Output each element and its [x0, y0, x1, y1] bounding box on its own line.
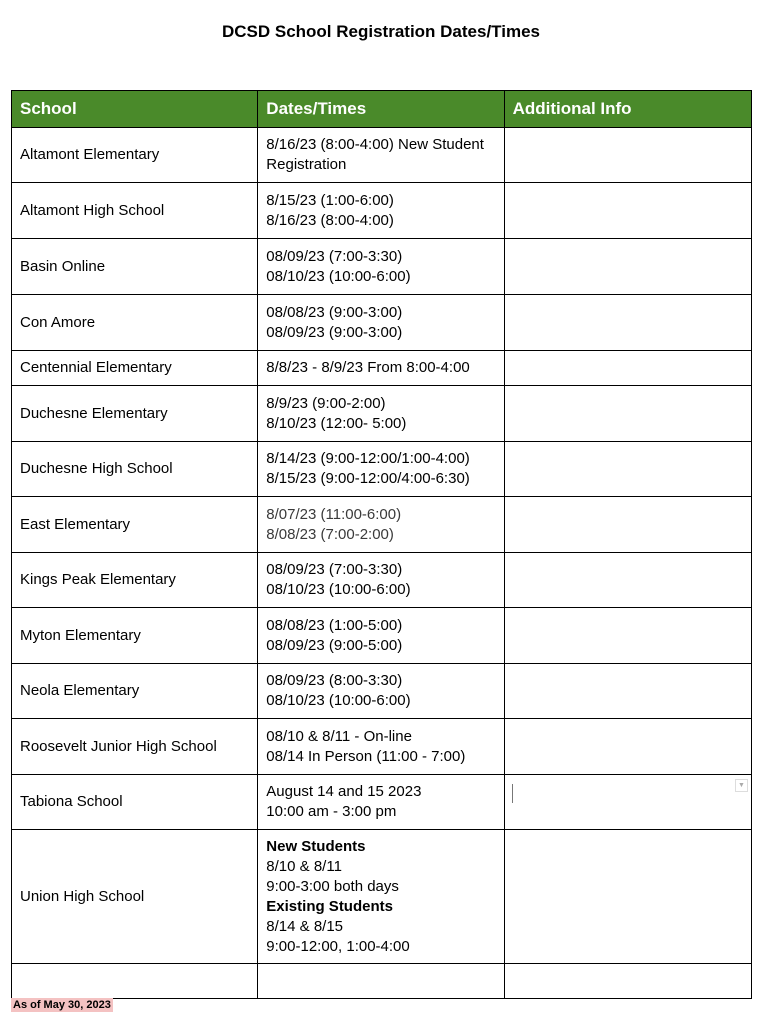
dates-cell[interactable] [258, 183, 504, 239]
info-cell[interactable] [504, 830, 751, 964]
date-subheading: New Students [266, 837, 366, 855]
school-name[interactable]: Duchesne High School [12, 442, 258, 497]
header-dates-times: Dates/Times [258, 91, 504, 128]
school-name[interactable]: Neola Elementary [12, 664, 258, 719]
date-line: 8/8/23 - 8/9/23 From 8:00-4:00 [266, 359, 470, 376]
info-cell[interactable] [504, 128, 751, 183]
dates-cell[interactable] [258, 830, 504, 964]
info-cell[interactable] [504, 442, 751, 497]
table-row [12, 775, 752, 830]
dates-cell[interactable] [258, 719, 504, 775]
school-name[interactable]: Kings Peak Elementary [12, 553, 258, 608]
date-line: 8/14/23 (9:00-12:00/1:00-4:00) [266, 450, 470, 467]
dates-cell[interactable] [258, 295, 504, 351]
date-line: 08/09/23 (8:00-3:30) [266, 672, 403, 689]
date-line: 8/08/23 (7:00-2:00) [266, 525, 394, 543]
date-line: 8/15/23 (1:00-6:00) [266, 191, 394, 209]
empty-cell[interactable] [258, 964, 504, 999]
date-line: 08/09/23 (7:00-3:30) [266, 561, 403, 578]
table-row [12, 128, 752, 183]
table-row [12, 719, 752, 775]
date-line: 08/10 & 8/11 - On-line [266, 727, 412, 745]
date-line: 8/10/23 (12:00- 5:00) [266, 414, 407, 432]
date-line: 08/09/23 (9:00-3:00) [266, 323, 403, 341]
info-cell-active[interactable] [504, 775, 751, 830]
date-line: 08/08/23 (9:00-3:00) [266, 303, 403, 321]
date-line: August 14 and 15 2023 [266, 783, 422, 800]
dates-cell[interactable] [258, 775, 504, 830]
table-row [12, 386, 752, 442]
table-header-row [12, 91, 752, 128]
school-name[interactable]: Centennial Elementary [12, 351, 258, 386]
school-name[interactable]: Basin Online [12, 239, 258, 295]
dates-cell[interactable] [258, 664, 504, 719]
date-line: 08/08/23 (1:00-5:00) [266, 616, 403, 634]
empty-cell[interactable] [12, 964, 258, 999]
date-line: 8/07/23 (11:00-6:00) [266, 505, 402, 523]
date-line: 8/16/23 (8:00-4:00) [266, 211, 394, 229]
dates-cell[interactable] [258, 553, 504, 608]
date-line: 8/10 & 8/11 [266, 857, 342, 875]
dates-cell[interactable] [258, 239, 504, 295]
table-row [12, 608, 752, 664]
info-cell[interactable] [504, 183, 751, 239]
school-name[interactable]: Con Amore [12, 295, 258, 351]
dates-cell[interactable] [258, 128, 504, 183]
school-name[interactable]: Duchesne Elementary [12, 386, 258, 442]
as-of-date-note: As of May 30, 2023 [13, 999, 111, 1011]
table-row [12, 664, 752, 719]
header-additional-info: Additional Info [504, 91, 751, 128]
table-row [12, 553, 752, 608]
school-name[interactable]: Union High School [12, 830, 258, 964]
table-row [12, 830, 752, 964]
info-cell[interactable] [504, 608, 751, 664]
text-cursor [512, 784, 513, 803]
school-name[interactable]: Tabiona School [12, 775, 258, 830]
info-cell[interactable] [504, 239, 751, 295]
school-name[interactable]: Altamont High School [12, 183, 258, 239]
dates-cell[interactable] [258, 608, 504, 664]
date-line: 8/9/23 (9:00-2:00) [266, 394, 386, 412]
school-name[interactable]: Altamont Elementary [12, 128, 258, 183]
table-row [12, 442, 752, 497]
date-line: 9:00-3:00 both days [266, 877, 399, 895]
info-cell[interactable] [504, 553, 751, 608]
date-subheading: Existing Students [266, 897, 393, 915]
date-line: 08/10/23 (10:00-6:00) [266, 692, 411, 709]
info-cell[interactable] [504, 664, 751, 719]
date-line: 10:00 am - 3:00 pm [266, 803, 397, 820]
table-row [12, 497, 752, 553]
cell-dropdown-icon[interactable]: ▼ [735, 779, 748, 792]
dates-cell[interactable] [258, 442, 504, 497]
info-cell[interactable] [504, 351, 751, 386]
header-school: School [12, 91, 258, 128]
date-line: 8/14 & 8/15 [266, 917, 344, 935]
empty-cell[interactable] [504, 964, 751, 999]
date-line: 08/09/23 (7:00-3:30) [266, 247, 403, 265]
school-name[interactable]: East Elementary [12, 497, 258, 553]
page-title: DCSD School Registration Dates/Times [221, 22, 541, 41]
date-line: 08/14 In Person (11:00 - 7:00) [266, 747, 466, 765]
table-row [12, 183, 752, 239]
info-cell[interactable] [504, 386, 751, 442]
info-cell[interactable] [504, 719, 751, 775]
table-row [12, 295, 752, 351]
date-line: 8/15/23 (9:00-12:00/4:00-6:30) [266, 470, 470, 487]
info-cell[interactable] [504, 295, 751, 351]
date-line: 9:00-12:00, 1:00-4:00 [266, 937, 410, 955]
date-line: 08/09/23 (9:00-5:00) [266, 636, 403, 654]
dates-cell[interactable] [258, 497, 504, 553]
registration-table [11, 90, 752, 999]
date-line: 08/10/23 (10:00-6:00) [266, 267, 411, 285]
info-cell[interactable] [504, 497, 751, 553]
dates-cell[interactable] [258, 351, 504, 386]
school-name[interactable]: Myton Elementary [12, 608, 258, 664]
school-name[interactable]: Roosevelt Junior High School [12, 719, 258, 775]
date-line: 8/16/23 (8:00-4:00) New Student Registration [266, 136, 484, 173]
table-row-empty [12, 964, 752, 999]
table-row [12, 351, 752, 386]
dates-cell[interactable] [258, 386, 504, 442]
table-row [12, 239, 752, 295]
date-line: 08/10/23 (10:00-6:00) [266, 581, 411, 598]
